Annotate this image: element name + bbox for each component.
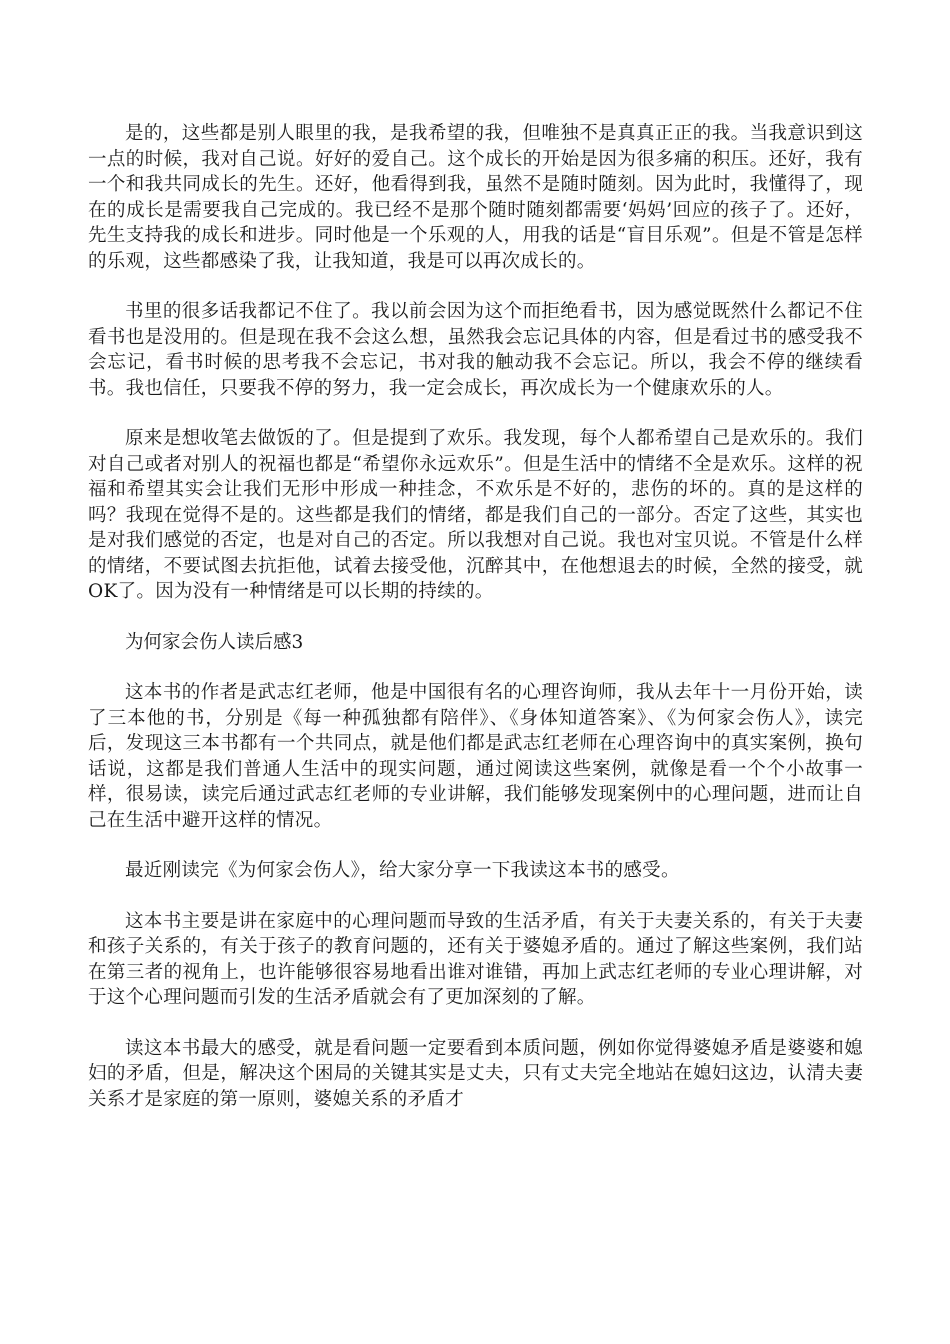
section-heading: 为何家会伤人读后感3 xyxy=(125,631,304,653)
paragraph-happiness: 原来是想收笔去做饭的了。但是提到了欢乐。我发现，每个人都希望自己是欢乐的。我们对自己或者对别人的祝福也都是“希望你永远欢乐”。但是生活中的情绪不全是欢乐。这样的祝福和希望其实会让我们无形中形成一种挂念，不欢乐是不好的，悲伤的坏的。真的是这样的吗？我现在觉得不是的。这些都是我们的情绪，都是我们自己的一部分。否定了这些，其实也是对我们感觉的否定，也是对自己的否定。所以我想对自己说。我也对宝贝说。不管是什么样的情绪，不要试图去抗拒他，试着去接受他，沉醉其中，在他想退去的时候，全然的接受，就OK了。因为没有一种情绪是可以长期的持续的。 xyxy=(88,428,863,602)
paragraph-takeaway: 读这本书最大的感受，就是看问题一定要看到本质问题，例如你觉得婆媳矛盾是婆婆和媳妇的矛盾，但是，解决这个困局的关键其实是丈夫，只有丈夫完全地站在媳妇这边，认清夫妻关系才是家庭的第一原则，婆媳关系的矛盾才 xyxy=(88,1037,863,1110)
document-page xyxy=(88,121,863,1137)
paragraph-author: 这本书的作者是武志红老师，他是中国很有名的心理咨询师，我从去年十一月份开始，读了三本他的书，分别是《每一种孤独都有陪伴》、《身体知道答案》、《为何家会伤人》，读完后，发现这三本书都有一个共同点，就是他们都是武志红老师在心理咨询中的真实案例，换句话说，这都是我们普通人生活中的现实问题，通过阅读这些案例，就像是看一个个小故事一样，很易读，读完后通过武志红老师的专业讲解，我们能够发现案例中的心理问题，进而让自己在生活中避开这样的情况。 xyxy=(88,682,863,831)
paragraph-book-topic: 这本书主要是讲在家庭中的心理问题而导致的生活矛盾，有关于夫妻关系的，有关于夫妻和孩子关系的，有关于孩子的教育问题的，还有关于婆媳矛盾的。通过了解这些案例，我们站在第三者的视角上，也许能够很容易地看出谁对谁错，再加上武志红老师的专业心理讲解，对于这个心理问题而引发的生活矛盾就会有了更加深刻的了解。 xyxy=(88,910,863,1008)
paragraph-growth: 是的，这些都是别人眼里的我，是我希望的我，但唯独不是真真正正的我。当我意识到这一点的时候，我对自己说。好好的爱自己。这个成长的开始是因为很多痛的积压。还好，我有一个和我共同成长的先生。还好，他看得到我，虽然不是随时随刻。因为此时，我懂得了，现在的成长是需要我自己完成的。我已经不是那个随时随刻都需要‘妈妈’回应的孩子了。还好，先生支持我的成长和进步。同时他是一个乐观的人，用我的话是“盲目乐观”。但是不管是怎样的乐观，这些都感染了我，让我知道，我是可以再次成长的。 xyxy=(88,123,863,272)
paragraph-reading: 书里的很多话我都记不住了。我以前会因为这个而拒绝看书，因为感觉既然什么都记不住看书也是没用的。但是现在我不会这么想，虽然我会忘记具体的内容，但是看过书的感受我不会忘记，看书时候的思考我不会忘记，书对我的触动我不会忘记。所以，我会不停的继续看书。我也信任，只要我不停的努力，我一定会成长，再次成长为一个健康欢乐的人。 xyxy=(88,301,863,399)
paragraph-share: 最近刚读完《为何家会伤人》，给大家分享一下我读这本书的感受。 xyxy=(125,860,680,881)
